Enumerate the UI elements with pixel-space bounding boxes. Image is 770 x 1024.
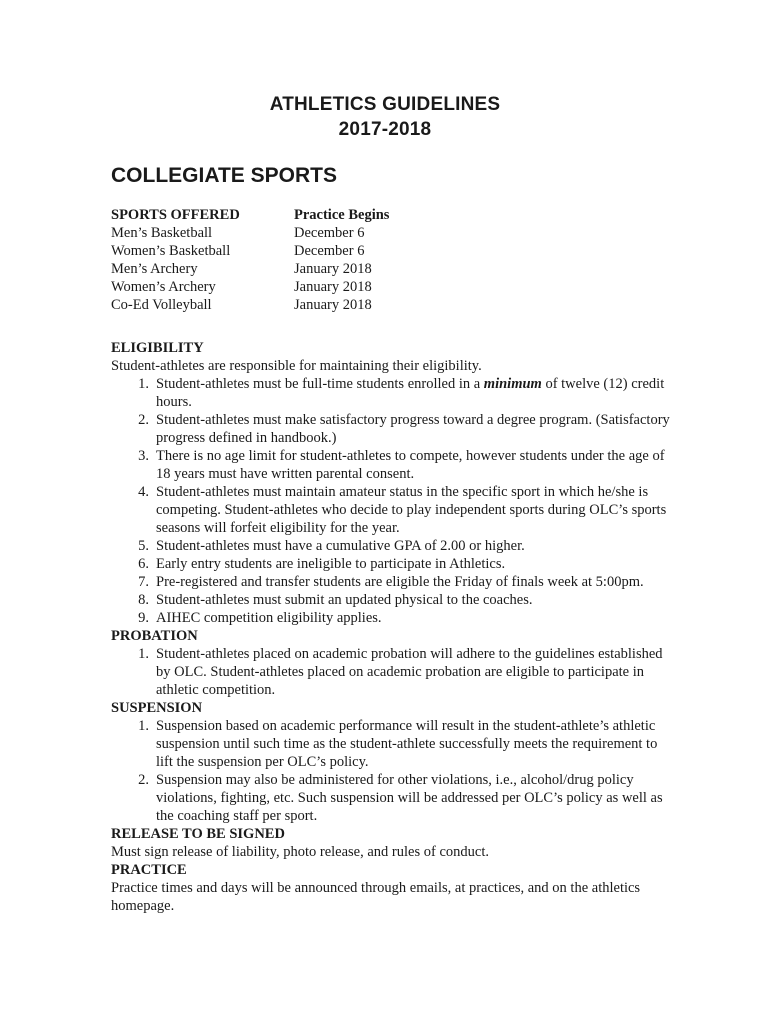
list-number: 2. (138, 772, 149, 788)
suspension-list (111, 717, 671, 825)
eligibility-list (111, 375, 671, 627)
list-number: 6. (138, 556, 149, 572)
practice-begins-header: Practice Begins (294, 207, 390, 223)
sport-name: Men’s Archery (111, 261, 198, 277)
table-row (111, 296, 494, 314)
list-number: 7. (138, 574, 149, 590)
list-text: Student-athletes placed on academic probation will adhere to the guidelines established by OLC. Student-athletes placed on academic probation are eligible to participate in athletic competition. (156, 646, 663, 698)
list-number: 4. (138, 484, 149, 500)
document-year: 2017-2018 (338, 119, 432, 140)
list-text: Pre-registered and transfer students are eligible the Friday of finals week at 5:00pm. (156, 574, 644, 590)
list-text: Student-athletes must have a cumulative GPA of 2.00 or higher. (156, 538, 525, 554)
suspension-heading: SUSPENSION (111, 700, 203, 716)
probation-list (111, 645, 671, 699)
probation-heading: PROBATION (111, 628, 198, 644)
list-number: 5. (138, 538, 149, 554)
sport-name: Men’s Basketball (111, 225, 213, 241)
list-text: Student-athletes must submit an updated physical to the coaches. (156, 592, 533, 608)
list-text: Suspension based on academic performance will result in the student-athlete’s athletic suspension until such time as the student-athlete successfully meets the requirement to lift the suspension per OLC’s policy. (156, 718, 658, 770)
sports-offered-header: SPORTS OFFERED (111, 207, 240, 223)
list-item (111, 717, 671, 771)
list-number: 3. (138, 448, 149, 464)
table-row (111, 242, 494, 260)
list-number: 1. (138, 646, 149, 662)
table-row (111, 224, 494, 242)
list-text-pre: Student-athletes must be full-time students enrolled in a (156, 376, 484, 392)
list-item (111, 573, 671, 591)
list-item (111, 555, 671, 573)
list-item (111, 645, 671, 699)
sport-name: Women’s Basketball (111, 243, 231, 259)
release-heading: RELEASE TO BE SIGNED (111, 826, 285, 842)
list-number: 1. (138, 718, 149, 734)
practice-heading: PRACTICE (111, 862, 187, 878)
guidelines-body (111, 339, 671, 915)
practice-date: January 2018 (294, 279, 372, 295)
list-item (111, 411, 671, 447)
list-text-emphasis: minimum (483, 376, 542, 392)
list-number: 2. (138, 412, 149, 428)
sports-table (111, 206, 494, 314)
list-number: 1. (138, 376, 149, 392)
practice-date: January 2018 (294, 261, 372, 277)
list-item (111, 591, 671, 609)
list-item (111, 447, 671, 483)
release-text: Must sign release of liability, photo release, and rules of conduct. (111, 844, 489, 860)
eligibility-intro: Student-athletes are responsible for maintaining their eligibility. (111, 358, 482, 374)
list-text: There is no age limit for student-athletes to compete, however students under the age of 18 years must have written parental consent. (156, 448, 665, 482)
list-text: Student-athletes must maintain amateur status in the specific sport in which he/she is competing. Student-athletes who decide to play independent sports during OLC’s sports seasons will forfeit eligibility for the year. (156, 484, 667, 536)
list-number: 9. (138, 610, 149, 626)
practice-date: December 6 (294, 225, 365, 241)
list-item (111, 537, 671, 555)
practice-date: December 6 (294, 243, 365, 259)
list-item (111, 483, 671, 537)
list-text: Suspension may also be administered for other violations, i.e., alcohol/drug policy violations, fighting, etc. Such suspension will be addressed per OLC’s policy as well as the coaching staff per sport. (156, 772, 663, 824)
sports-table-header (111, 206, 494, 224)
document-title: ATHLETICS GUIDELINES (269, 94, 501, 115)
list-item (111, 375, 671, 411)
sport-name: Women’s Archery (111, 279, 216, 295)
list-text: AIHEC competition eligibility applies. (156, 610, 382, 626)
sport-name: Co-Ed Volleyball (111, 297, 212, 313)
list-item (111, 609, 671, 627)
list-number: 8. (138, 592, 149, 608)
table-row (111, 260, 494, 278)
practice-date: January 2018 (294, 297, 372, 313)
eligibility-heading: ELIGIBILITY (111, 340, 204, 356)
list-text: Early entry students are ineligible to participate in Athletics. (156, 556, 506, 572)
list-item (111, 771, 671, 825)
table-row (111, 278, 494, 296)
section-title: COLLEGIATE SPORTS (111, 164, 337, 187)
list-text: Student-athletes must make satisfactory progress toward a degree program. (Satisfactory progress defined in handbook.) (156, 412, 670, 446)
practice-text: Practice times and days will be announced through emails, at practices, and on the athletics homepage. (111, 880, 641, 914)
list-text-post: of twelve (12) credit hours. (156, 376, 665, 410)
